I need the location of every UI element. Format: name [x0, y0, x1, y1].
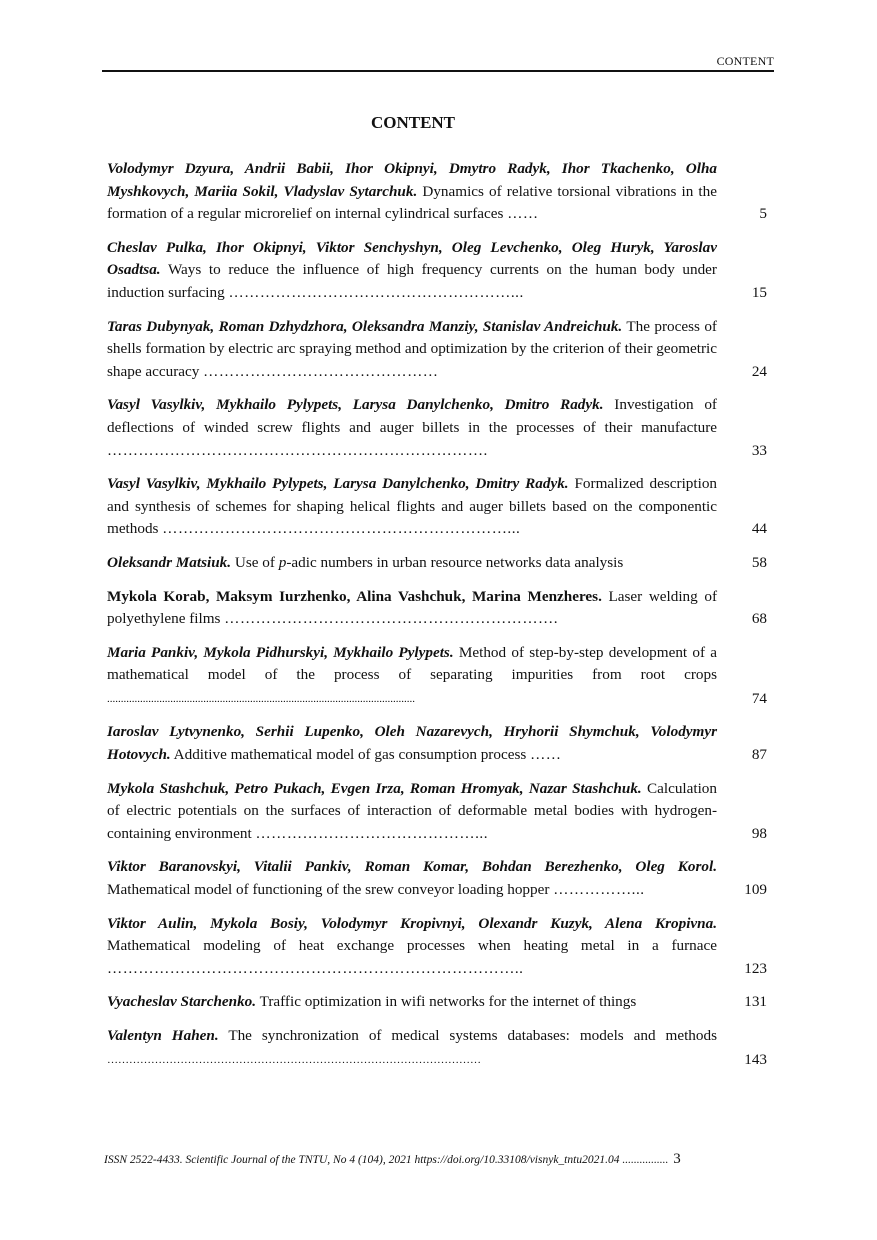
toc-entry-text	[107, 237, 717, 305]
toc-entry-page: 24	[751, 362, 767, 380]
header-rule	[102, 70, 774, 72]
toc-entry-page: 33	[751, 441, 767, 459]
toc-entry-text	[107, 473, 717, 541]
toc-entry	[107, 158, 767, 226]
toc-entry-text	[107, 913, 717, 981]
toc-entry-leader: …………………………………………………………………………………………	[107, 1053, 481, 1066]
toc-entry-title: Method of step-by-step development of a mathematical model of the process of separating impurities from root crops	[107, 643, 717, 684]
toc-entry-page: 109	[744, 881, 767, 899]
toc-entry-text	[107, 642, 717, 711]
toc-entry-math-variable: p	[278, 553, 287, 571]
toc-entry-authors: Taras Dubynyak, Roman Dzhydzhora, Oleksandra Manziy, Stanislav Andreichuk.	[107, 317, 623, 335]
toc-entry	[107, 991, 767, 1014]
toc-entry-leader: ……………………………………...	[255, 824, 488, 842]
toc-entry-text	[107, 316, 717, 384]
toc-entry-authors: Vasyl Vasylkiv, Mykhailo Pylypets, Larysa Danylchenko, Dmitry Radyk.	[107, 475, 569, 493]
toc-entry-page: 123	[744, 959, 767, 977]
toc-entry-title: Traffic optimization in wifi networks for the internet of things	[259, 993, 637, 1011]
toc-entry-page: 143	[744, 1050, 767, 1068]
toc-entry-text	[107, 856, 717, 901]
toc-entry-authors: Viktor Aulin, Mykola Bosiy, Volodymyr Kropivnyi, Olexandr Kuzyk, Alena Kropivna.	[107, 914, 717, 932]
toc-entry-text	[107, 586, 717, 631]
toc-entry-page: 15	[751, 283, 767, 301]
toc-entry-title: Mathematical model of functioning of the srew conveyor loading hopper	[107, 881, 550, 899]
page-title: CONTENT	[370, 113, 456, 132]
toc-entry-page: 87	[751, 746, 767, 764]
toc-entry-leader: ……………………………………………………………….	[107, 441, 488, 459]
toc-entry-title: Mathematical modeling of heat exchange processes when heating metal in a furnace	[107, 937, 717, 955]
toc-entry-page: 68	[751, 610, 767, 628]
page-footer	[104, 1151, 774, 1168]
toc-entry-leader: ……	[530, 746, 562, 764]
toc-entry-leader: ………………………………………	[203, 362, 439, 380]
toc-entry	[107, 586, 767, 631]
toc-entry-title: Formalized description and synthesis of schemes for shaping helical flights and auger billets based on the componentic methods	[107, 475, 718, 538]
toc-entry-authors: Volodymyr Dzyura, Andrii Babii, Ihor Okipnyi, Dmytro Radyk, Ihor Tkachenko, Olha Myshkovych, Mariia Sokil, Vladyslav Sytarchuk.	[107, 160, 717, 200]
toc-entry	[107, 237, 767, 305]
toc-entry-authors: Mykola Stashchuk, Petro Pukach, Evgen Irza, Roman Hromyak, Nazar Stashchuk.	[107, 779, 642, 797]
toc-entry-text	[107, 394, 717, 462]
toc-entry-text	[107, 991, 717, 1014]
toc-entry-page: 5	[759, 205, 767, 223]
toc-entry-text	[107, 552, 717, 575]
toc-entry-leader: ……	[507, 205, 539, 223]
toc-entry-title: Additive mathematical model of gas consumption process	[173, 746, 527, 764]
footer-citation: ISSN 2522-4433. Scientific Journal of the TNTU, No 4 (104), 2021 https://doi.org/10.33108/visnyk_tntu2021.04 ................	[104, 1154, 669, 1166]
toc-entry-title: Ways to reduce the influence of high frequency currents on the human body under induction surfacing	[107, 261, 717, 301]
toc-entry-text	[107, 778, 717, 846]
toc-entry-authors: Vasyl Vasylkiv, Mykhailo Pylypets, Larysa Danylchenko, Dmitro Radyk.	[107, 396, 604, 414]
toc-entry-authors: Viktor Baranovskyi, Vitalii Pankiv, Roman Komar, Bohdan Berezhenko, Oleg Korol.	[107, 858, 717, 876]
toc-entry-leader: …………………………………………………………...	[162, 520, 521, 538]
toc-entry-title: Laser welding of polyethylene films	[107, 587, 718, 628]
table-of-contents	[107, 158, 767, 1082]
toc-entry-title: Investigation of deflections of winded screw flights and auger billets in the processes of their manufacture	[107, 396, 717, 436]
toc-entry-leader: ……………...	[553, 881, 645, 899]
toc-entry	[107, 856, 767, 901]
toc-entry-text	[107, 158, 717, 226]
toc-entry	[107, 473, 767, 541]
toc-entry-title: The synchronization of medical systems databases: models and methods	[228, 1027, 717, 1044]
toc-entry	[107, 913, 767, 981]
toc-entry-page: 44	[751, 520, 767, 538]
toc-entry-authors: Maria Pankiv, Mykola Pidhurskyi, Mykhailo Pylypets.	[107, 643, 454, 661]
toc-entry	[107, 394, 767, 462]
toc-entry-text	[107, 1025, 717, 1071]
toc-entry-authors: Iaroslav Lytvynenko, Serhii Lupenko, Oleh Nazarevych, Hryhorii Shymchuk, Volodymyr Hotovych.	[107, 723, 717, 764]
toc-entry	[107, 721, 767, 766]
toc-entry-page: 98	[751, 824, 767, 842]
toc-entry-authors: Vyacheslav Starchenko.	[107, 993, 257, 1011]
toc-entry-authors: Cheslav Pulka, Ihor Okipnyi, Viktor Senchyshyn, Oleg Levchenko, Oleg Huryk, Yaroslav Osadtsa.	[107, 238, 717, 279]
toc-entry-text	[107, 721, 717, 766]
toc-entry	[107, 316, 767, 384]
toc-entry-title: Calculation of electric potentials on the surfaces of interaction of deformable metal bodies with hydrogen-containing environment	[107, 779, 717, 842]
running-head: CONTENT	[716, 54, 774, 68]
toc-entry-title-suffix: -adic numbers in urban resource networks data analysis	[286, 553, 624, 571]
toc-entry-leader: ……………………………………………………….	[224, 610, 558, 628]
toc-entry-leader: ………………………………………………...	[228, 283, 524, 301]
toc-entry-title: Dynamics of relative torsional vibrations in the formation of a regular microrelief on internal cylindrical surfaces	[107, 182, 717, 223]
toc-entry-title-prefix: Use of	[234, 553, 275, 571]
toc-entry	[107, 642, 767, 711]
toc-entry-authors: Valentyn Hahen.	[107, 1027, 219, 1044]
toc-entry-title: The process of shells formation by electric arc spraying method and optimization by the criterion of their geometric shape accuracy	[107, 317, 717, 380]
toc-entry-page: 58	[751, 553, 767, 571]
toc-entry	[107, 552, 767, 575]
toc-entry-leader: ……………………………………………………………………..	[107, 959, 524, 977]
toc-entry	[107, 1025, 767, 1071]
page-number: 3	[673, 1151, 681, 1167]
toc-entry-leader: ................................................................................................................	[107, 692, 415, 705]
toc-entry-authors: Mykola Korab, Maksym Iurzhenko, Alina Vashchuk, Marina Menzheres.	[107, 587, 602, 605]
toc-entry-page: 131	[744, 993, 767, 1011]
toc-entry-authors: Oleksandr Matsiuk.	[107, 553, 232, 571]
toc-entry-page: 74	[751, 689, 767, 707]
toc-entry	[107, 778, 767, 846]
